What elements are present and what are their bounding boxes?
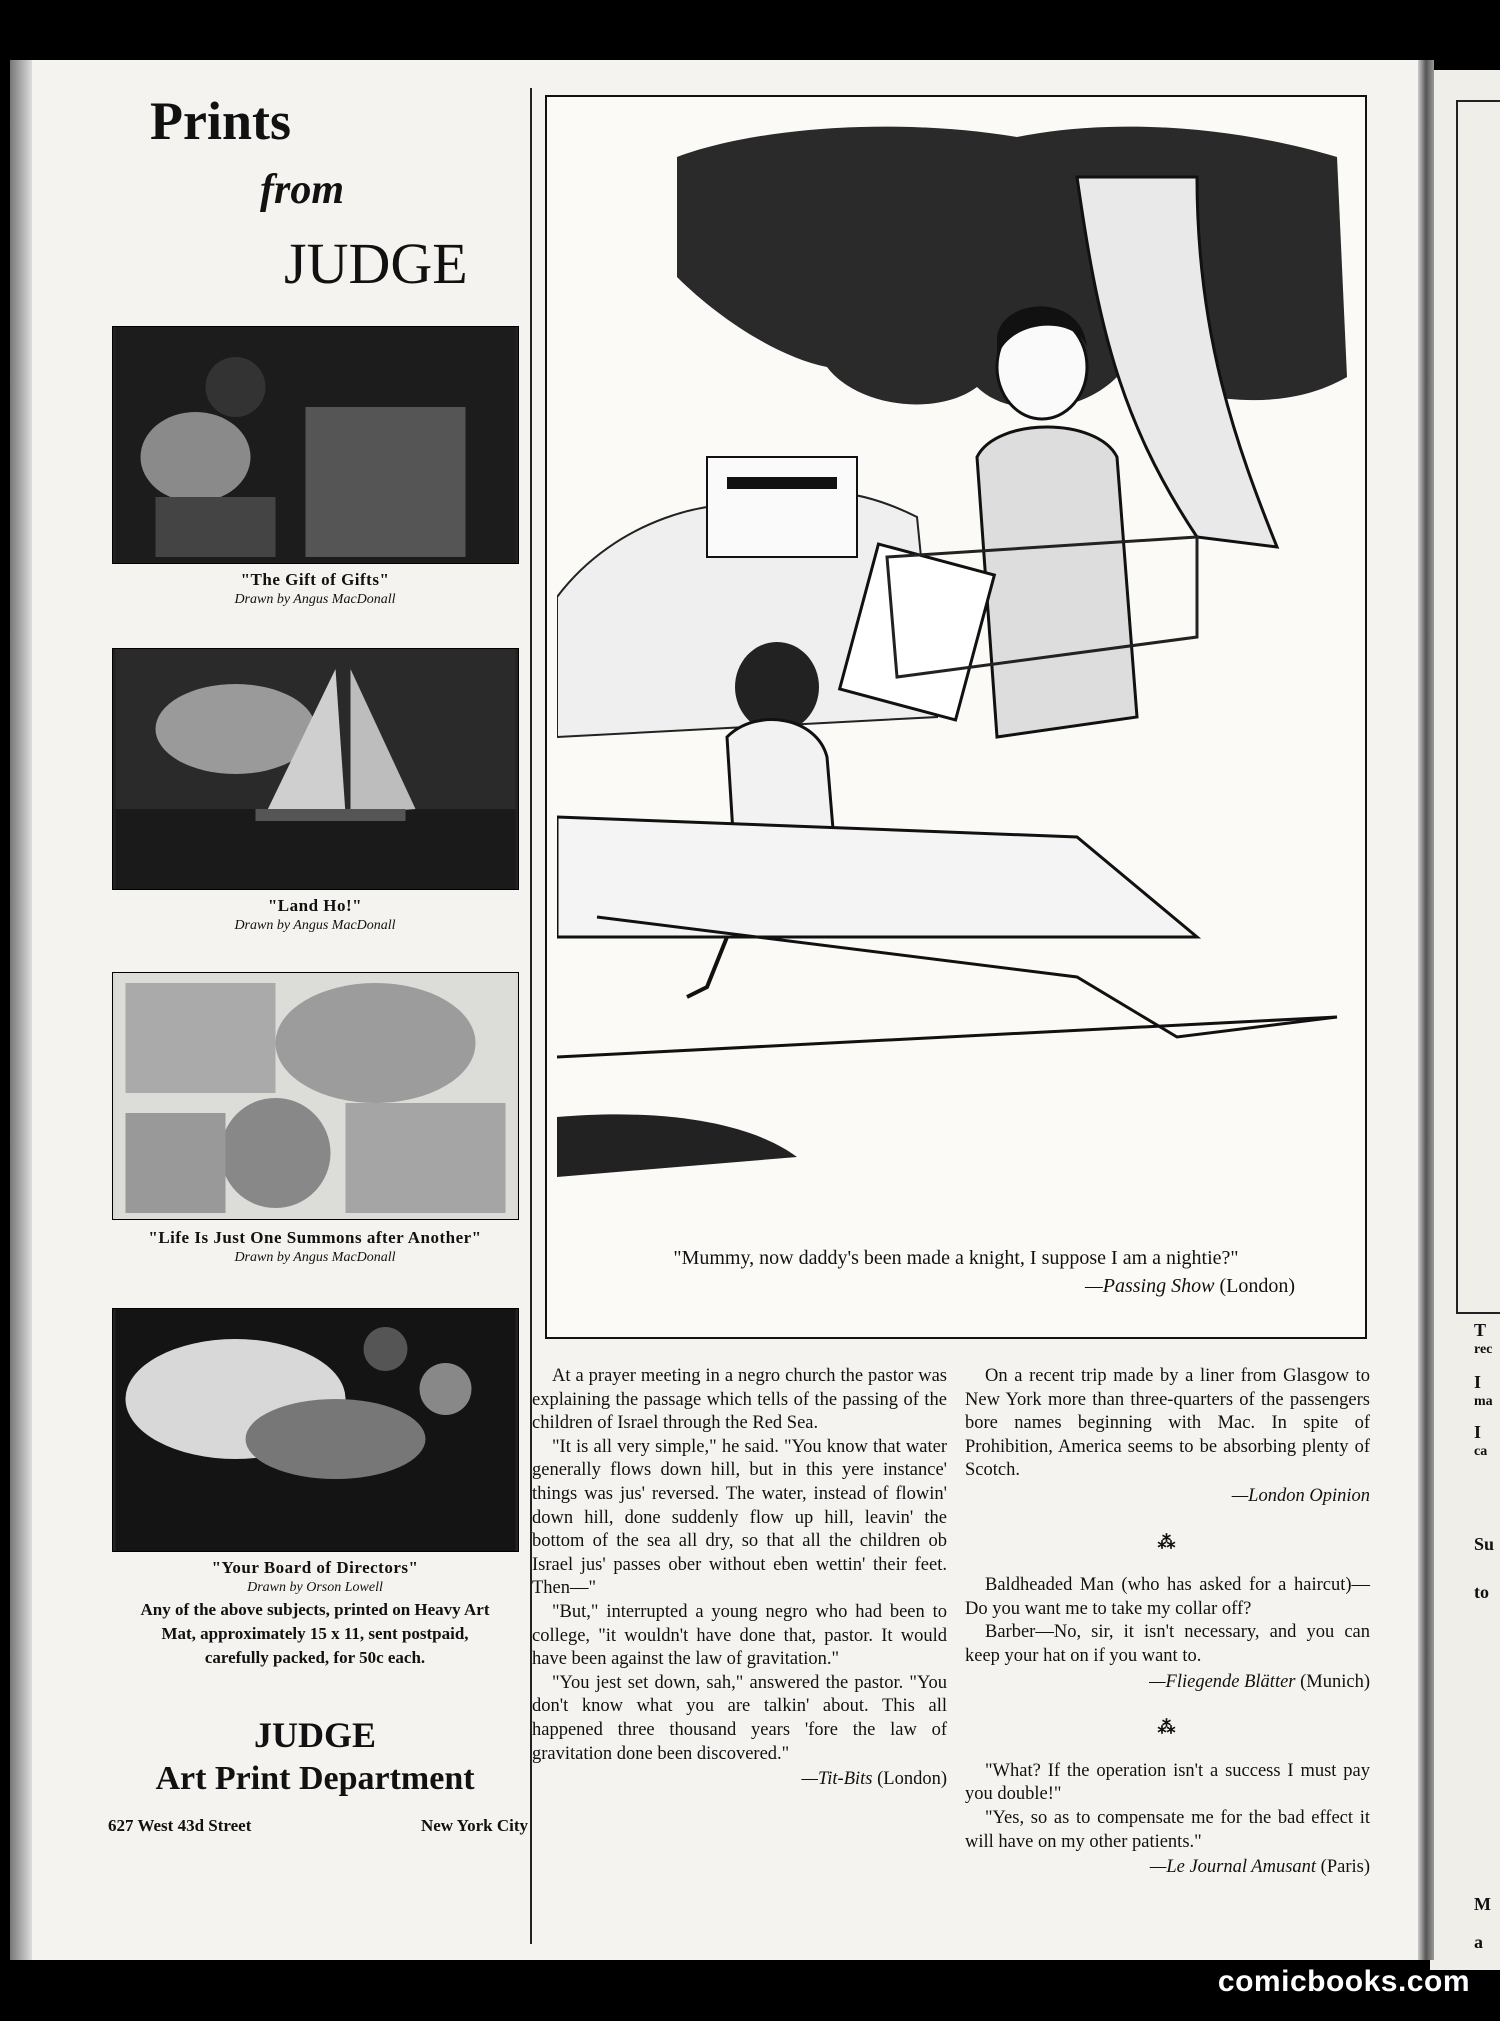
paragraph: "Yes, so as to compensate me for the bad effect it will have on my other patients.": [965, 1807, 1370, 1852]
adjacent-text-fragment: T: [1474, 1320, 1487, 1340]
offer-text: Any of the above subjects, printed on Heavy Art Mat, approximately 15 x 11, sent postpaid, carefully packed, for 50c each.: [140, 1600, 490, 1667]
cartoon-credit: [1085, 1275, 1295, 1298]
page-edge-shadow: [10, 60, 32, 1960]
source-name: —London Opinion: [1231, 1485, 1370, 1506]
print-board-of-directors: [112, 1308, 519, 1552]
print-life-summons: [112, 972, 519, 1220]
street-address: 627 West 43d Street: [108, 1816, 252, 1835]
adjacent-text-fragment: Su: [1474, 1534, 1495, 1554]
cartoon-panel: [545, 95, 1367, 1339]
text-column-1: [532, 1365, 947, 1792]
source-name: —Tit-Bits: [801, 1769, 873, 1790]
adjacent-page-frame: [1456, 100, 1500, 1314]
print-gift-of-gifts: [112, 326, 519, 564]
paragraph: On a recent trip made by a liner from Glasgow to New York more than three-quarters of the passengers bore names beginning with Mac. In spite of Prohibition, America seems to be absorbing plenty of Scotch.: [965, 1366, 1370, 1481]
print-title: "Life Is Just One Summons after Another": [148, 1228, 482, 1247]
joke-source: [965, 1485, 1370, 1509]
adjacent-page: [1430, 70, 1500, 1970]
paragraph: At a prayer meeting in a negro church the pastor was explaining the passage which tells of the passing of the children of Israel through the Red Sea.: [532, 1366, 947, 1434]
adjacent-text-fragment: rec: [1474, 1342, 1493, 1357]
joke-source: [965, 1856, 1370, 1880]
credit-place: (London): [1219, 1275, 1295, 1297]
cartoon-drawing: [557, 117, 1353, 1197]
print-image: [113, 327, 518, 563]
text-column-2: [965, 1365, 1370, 1880]
city: New York City: [420, 1816, 528, 1835]
print-image: [113, 1309, 518, 1551]
adjacent-text-fragment: M: [1474, 1894, 1491, 1914]
prints-advertisement: [100, 70, 530, 1950]
print-land-ho: [112, 648, 519, 890]
print-artist: Drawn by Angus MacDonall: [234, 1250, 396, 1265]
print-title: "The Gift of Gifts": [240, 570, 390, 589]
print-image: [113, 649, 518, 889]
adjacent-text-fragment: ma: [1474, 1394, 1493, 1409]
print-image: [113, 973, 518, 1219]
ad-title-judge: JUDGE: [284, 231, 468, 296]
paragraph: "You jest set down, sah," answered the pastor. "You don't know what you are talkin' about. This all happened three thousand years 'fore the law of gravitation done been discovered.": [532, 1672, 947, 1764]
adjacent-text-fragment: I: [1474, 1372, 1482, 1392]
binding-gutter: [1418, 60, 1434, 1960]
dept-address: [108, 1816, 528, 1836]
paragraph: "It is all very simple," he said. "You know that water generally flows down hill, but in this yere instance' things was jus' reversed. The water, instead of flowin' down hill, done suddenly flow up hill, leavin' the bottom of the sea all dry, so that all the children ob Israel jus' passes ober without eben wettin' their feet. Then—": [532, 1436, 947, 1599]
paragraph: "What? If the operation isn't a success I must pay you double!": [965, 1760, 1370, 1805]
adjacent-text-fragment: I: [1474, 1422, 1482, 1442]
print-artist: Drawn by Orson Lowell: [247, 1580, 383, 1595]
adjacent-text-fragment: to: [1474, 1582, 1489, 1602]
joke-source: [532, 1768, 947, 1792]
print-title: "Your Board of Directors": [211, 1558, 419, 1577]
source-name: —Fliegende Blätter: [1149, 1671, 1296, 1692]
source-name: —Le Journal Amusant: [1149, 1857, 1317, 1878]
section-divider: ⁂: [1157, 1717, 1178, 1738]
ad-title-from: from: [260, 167, 344, 213]
cartoon-caption: "Mummy, now daddy's been made a knight, I suppose I am a nightie?": [673, 1247, 1239, 1269]
credit-source: —Passing Show: [1084, 1275, 1215, 1297]
print-caption: [100, 570, 530, 608]
adjacent-text-fragment: a: [1474, 1932, 1483, 1952]
print-caption: [100, 1558, 530, 1596]
source-place: (London): [877, 1769, 947, 1790]
adjacent-text-fragment: ca: [1474, 1444, 1488, 1459]
dept-name: Art Print Department: [155, 1760, 475, 1797]
print-artist: Drawn by Angus MacDonall: [234, 918, 396, 933]
print-caption: [100, 896, 530, 934]
source-place: (Paris): [1320, 1857, 1370, 1878]
print-artist: Drawn by Angus MacDonall: [234, 592, 396, 607]
paragraph: Baldheaded Man (who has asked for a haircut)—Do you want me to take my collar off?: [965, 1575, 1370, 1619]
print-title: "Land Ho!": [267, 896, 363, 915]
paragraph: Barber—No, sir, it isn't necessary, and you can keep your hat on if you want to.: [965, 1622, 1370, 1666]
section-divider: ⁂: [1157, 1531, 1178, 1552]
source-place: (Munich): [1300, 1671, 1370, 1692]
watermark: comicbooks.com: [1217, 1965, 1470, 1998]
paragraph: "But," interrupted a young negro who had been to college, "it wouldn't have done that, pastor. It would have been against the law of gravitation.": [532, 1601, 947, 1670]
dept-judge: JUDGE: [253, 1715, 376, 1755]
ad-title-prints: Prints: [150, 91, 291, 151]
joke-source: [965, 1671, 1370, 1695]
print-caption: [100, 1228, 530, 1266]
